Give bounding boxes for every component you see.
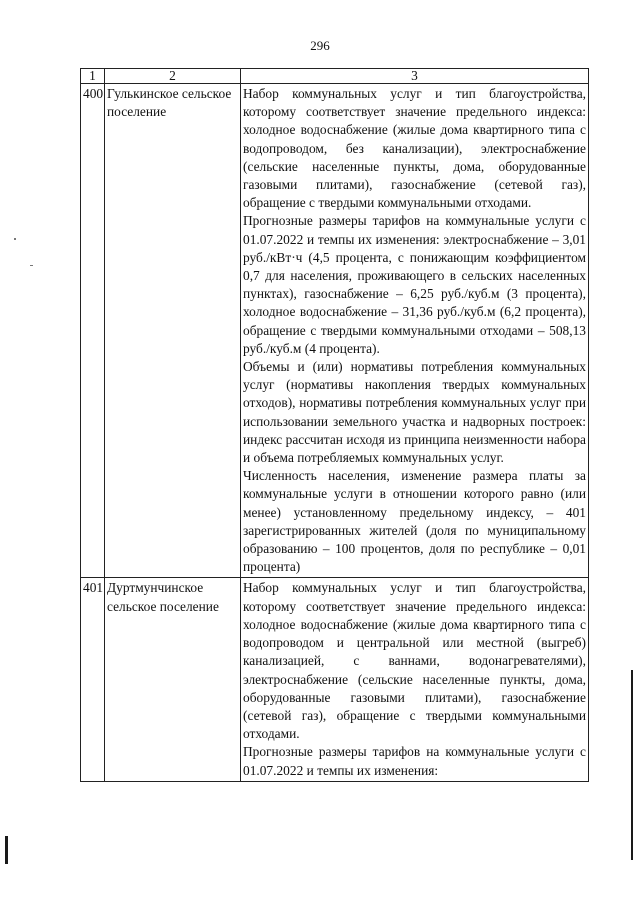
column-header-2: 2 xyxy=(105,69,241,84)
table-row xyxy=(81,578,589,781)
row-description xyxy=(241,84,589,578)
paragraph: Численность населения, изменение размера платы за коммунальные услуги в отношении которого равно (или менее) установленному предельному индексу, – 401 зарегистрированных жителей (доля по муниципальному образованию – 100 процентов, доля по республике – 0,01 процента) xyxy=(243,468,586,575)
table-row xyxy=(81,84,589,578)
row-number: 401 xyxy=(81,578,105,781)
table-header-row xyxy=(81,69,589,84)
scan-artifact xyxy=(30,265,33,266)
row-description xyxy=(241,578,589,781)
settlement-name: Гулькинское сельское поселение xyxy=(105,84,241,578)
paragraph: Прогнозные размеры тарифов на коммунальные услуги с 01.07.2022 и темпы их изменения: xyxy=(243,744,586,778)
column-header-1: 1 xyxy=(81,69,105,84)
paragraph: Набор коммунальных услуг и тип благоустройства, которому соответствует значение предельного индекса: холодное водоснабжение (жилые дома квартирного типа с водопроводом и центральной или местной (выгреб) канализацией, с ваннами, водонагревателями), электроснабжение (сельские населенные пункты, дома, оборудованные газовыми плитами), газоснабжение (сетевой газ), обращение с твердыми коммунальными отходами. xyxy=(243,580,586,742)
settlement-name: Дуртмунчинское сельское поселение xyxy=(105,578,241,781)
paragraph: Прогнозные размеры тарифов на коммунальные услуги с 01.07.2022 и темпы их изменения: электроснабжение – 3,01 руб./кВт·ч (4,5 процента, с понижающим коэффициентом 0,7 для населения, проживающего в сельских населенных пунктах), газоснабжение – 6,25 руб./куб.м (3 процента), холодное водоснабжение – 31,36 руб./куб.м (6,2 процента), обращение с твердыми коммунальными отходами – 508,13 руб./куб.м (4 процента). xyxy=(243,213,586,356)
row-number: 400 xyxy=(81,84,105,578)
scan-artifact xyxy=(5,836,8,864)
page-number: 296 xyxy=(310,38,330,53)
tariff-table xyxy=(80,68,589,782)
scan-artifact xyxy=(631,670,633,860)
column-header-3: 3 xyxy=(241,69,589,84)
paragraph: Набор коммунальных услуг и тип благоустройства, которому соответствует значение предельного индекса: холодное водоснабжение (жилые дома квартирного типа с водопроводом, без канализации), электроснабжение (сельские населенные пункты, дома, оборудованные газовыми плитами), газоснабжение (сетевой газ), обращение с твердыми коммунальными отходами. xyxy=(243,86,586,211)
scan-artifact xyxy=(14,238,16,240)
paragraph: Объемы и (или) нормативы потребления коммунальных услуг (нормативы накопления твердых коммунальных отходов), нормативы потребления коммунальных услуг при использовании земельного участка и надворных построек: индекс рассчитан исходя из принципа неизменности набора и объема потребляемых коммунальных услуг. xyxy=(243,359,586,466)
